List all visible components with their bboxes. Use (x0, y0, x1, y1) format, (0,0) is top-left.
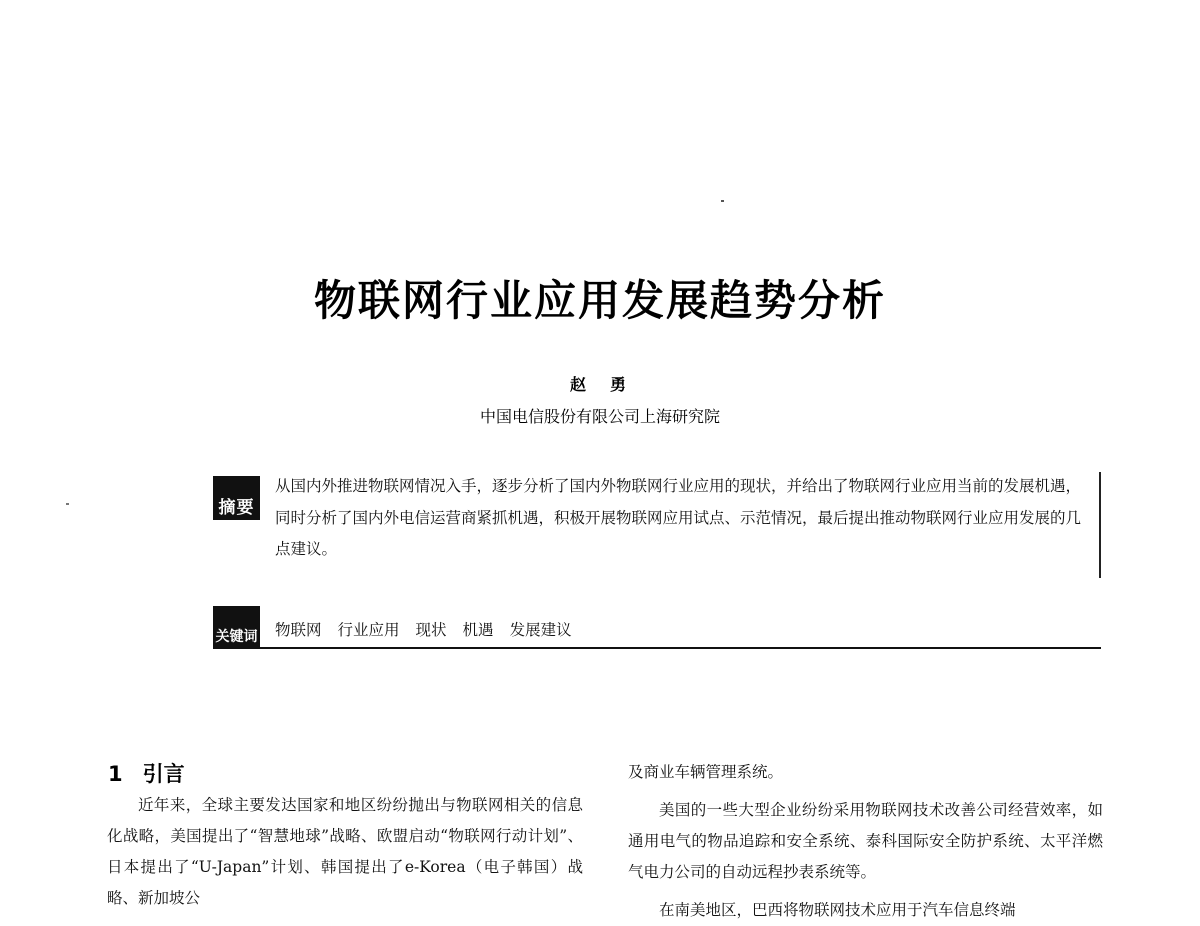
abstract-text: 从国内外推进物联网情况入手，逐步分析了国内外物联网行业应用的现状，并给出了物联网行业应用当前的发展机遇，同时分析了国内外电信运营商紧抓机遇，积极开展物联网应用试点、示范情况，最后提出推动物联网行业应用发展的几点建议。 (275, 477, 1082, 558)
author-name: 赵 勇 (569, 375, 630, 394)
scan-speck (66, 503, 69, 505)
keyword: 物联网 (275, 621, 322, 639)
author-affiliation: 中国电信股份有限公司上海研究院 (479, 407, 720, 426)
scan-speck (721, 200, 724, 202)
keywords-list (275, 618, 572, 640)
keyword: 现状 (415, 621, 447, 639)
keywords-divider (213, 647, 1101, 649)
paper-title: 物联网行业应用发展趋势分析 (313, 276, 886, 325)
section-number: 1 (108, 762, 123, 786)
body-paragraph: 美国的一些大型企业纷纷采用物联网技术改善公司经营效率，如通用电气的物品追踪和安全系统、泰科国际安全防护系统、太平洋燃气电力公司的自动远程抄表系统等。 (628, 801, 1103, 881)
section-heading (108, 758, 185, 788)
right-column (628, 757, 1103, 926)
body-paragraph: 在南美地区，巴西将物联网技术应用于汽车信息终端 (659, 901, 1016, 919)
left-column (107, 790, 583, 914)
keyword: 行业应用 (337, 621, 400, 639)
keyword: 机遇 (462, 621, 494, 639)
body-paragraph: 及商业车辆管理系统。 (628, 763, 784, 781)
keywords-label: 关键词 (213, 606, 260, 648)
keyword: 发展建议 (509, 621, 572, 639)
body-paragraph: 近年来，全球主要发达国家和地区纷纷抛出与物联网相关的信息化战略，美国提出了“智慧地球”战略、欧盟启动“物联网行动计划”、日本提出了“U-Japan”计划、韩国提出了e-Korea（电子韩国）战略、新加坡公 (107, 796, 583, 907)
section-title: 引言 (142, 762, 185, 786)
abstract-label: 摘要 (213, 476, 260, 520)
